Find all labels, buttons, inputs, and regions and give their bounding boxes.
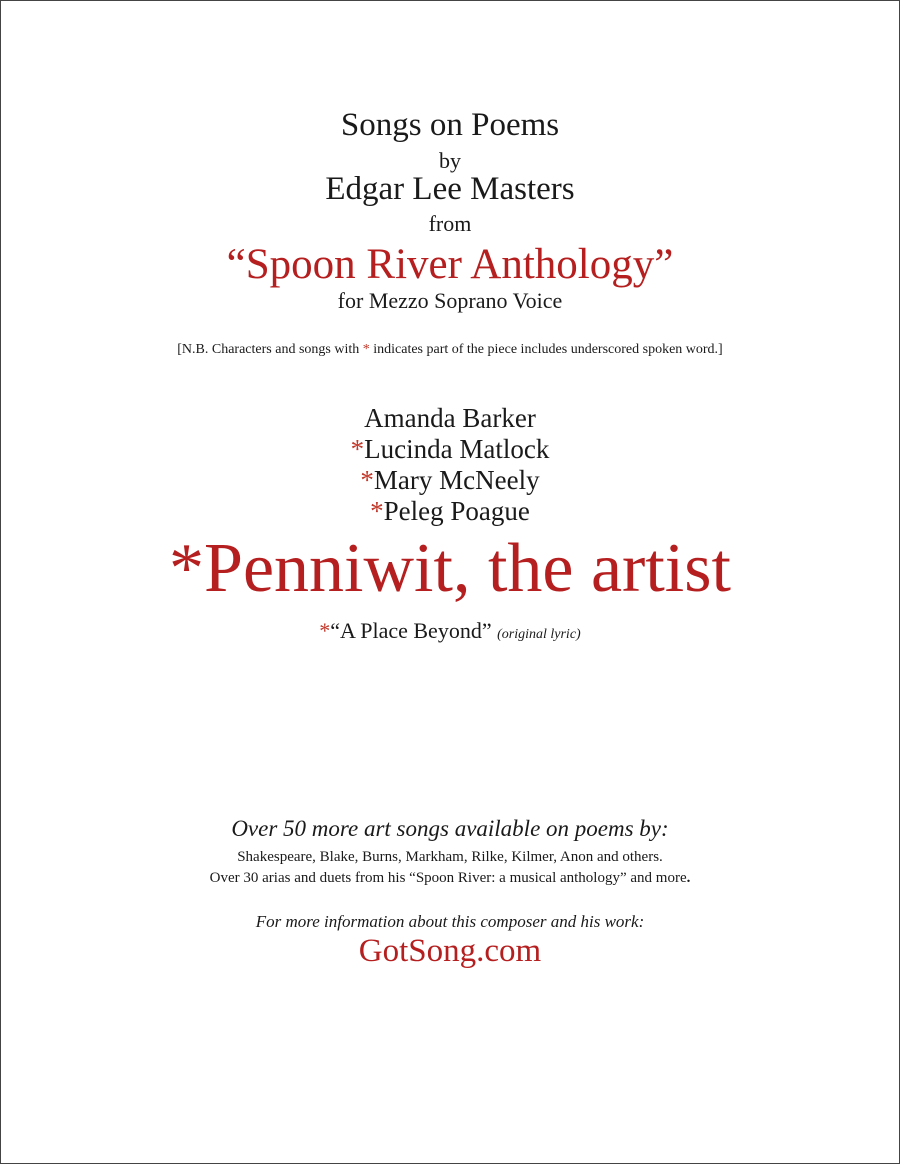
anthology-title: “Spoon River Anthology” xyxy=(226,241,674,288)
note-suffix: indicates part of the piece includes underscored spoken word.] xyxy=(369,342,723,357)
voice-type: for Mezzo Soprano Voice xyxy=(337,288,563,313)
character-name: Mary McNeely xyxy=(373,465,540,495)
from-label: from xyxy=(428,211,472,236)
info-text: For more information about this composer and his work: xyxy=(255,912,645,931)
extra-song-title: “A Place Beyond” xyxy=(330,618,492,643)
note-asterisk: * xyxy=(362,342,370,357)
author-name: Edgar Lee Masters xyxy=(325,171,575,207)
character-item xyxy=(1,465,899,496)
note-prefix: [N.B. Characters and songs with xyxy=(177,342,363,357)
character-asterisk: * xyxy=(370,496,384,526)
more-songs-heading: Over 50 more art songs available on poems by: xyxy=(231,816,669,841)
character-item xyxy=(1,403,899,434)
poets-list: Shakespeare, Blake, Burns, Markham, Rilke, Kilmer, Anon and others. xyxy=(237,849,663,865)
character-item xyxy=(1,434,899,465)
character-item xyxy=(1,496,899,527)
character-name: Amanda Barker xyxy=(364,403,536,433)
arias-period: . xyxy=(686,870,691,886)
extra-song-subtitle: (original lyric) xyxy=(497,627,581,642)
character-name: Lucinda Matlock xyxy=(364,434,550,464)
extra-song xyxy=(1,618,899,644)
title: Songs on Poems xyxy=(340,107,560,143)
arias-text: Over 30 arias and duets from his “Spoon River: a musical anthology” and more xyxy=(209,870,687,886)
character-asterisk: * xyxy=(360,465,374,495)
extra-song-asterisk: * xyxy=(319,618,331,643)
by-label: by xyxy=(439,148,461,173)
character-asterisk: * xyxy=(350,434,365,464)
note xyxy=(1,342,899,358)
character-name: Peleg Poague xyxy=(383,496,530,526)
arias-line xyxy=(1,870,899,887)
featured-song-title: *Penniwit, the artist xyxy=(169,530,731,607)
website-link[interactable]: GotSong.com xyxy=(358,933,542,969)
